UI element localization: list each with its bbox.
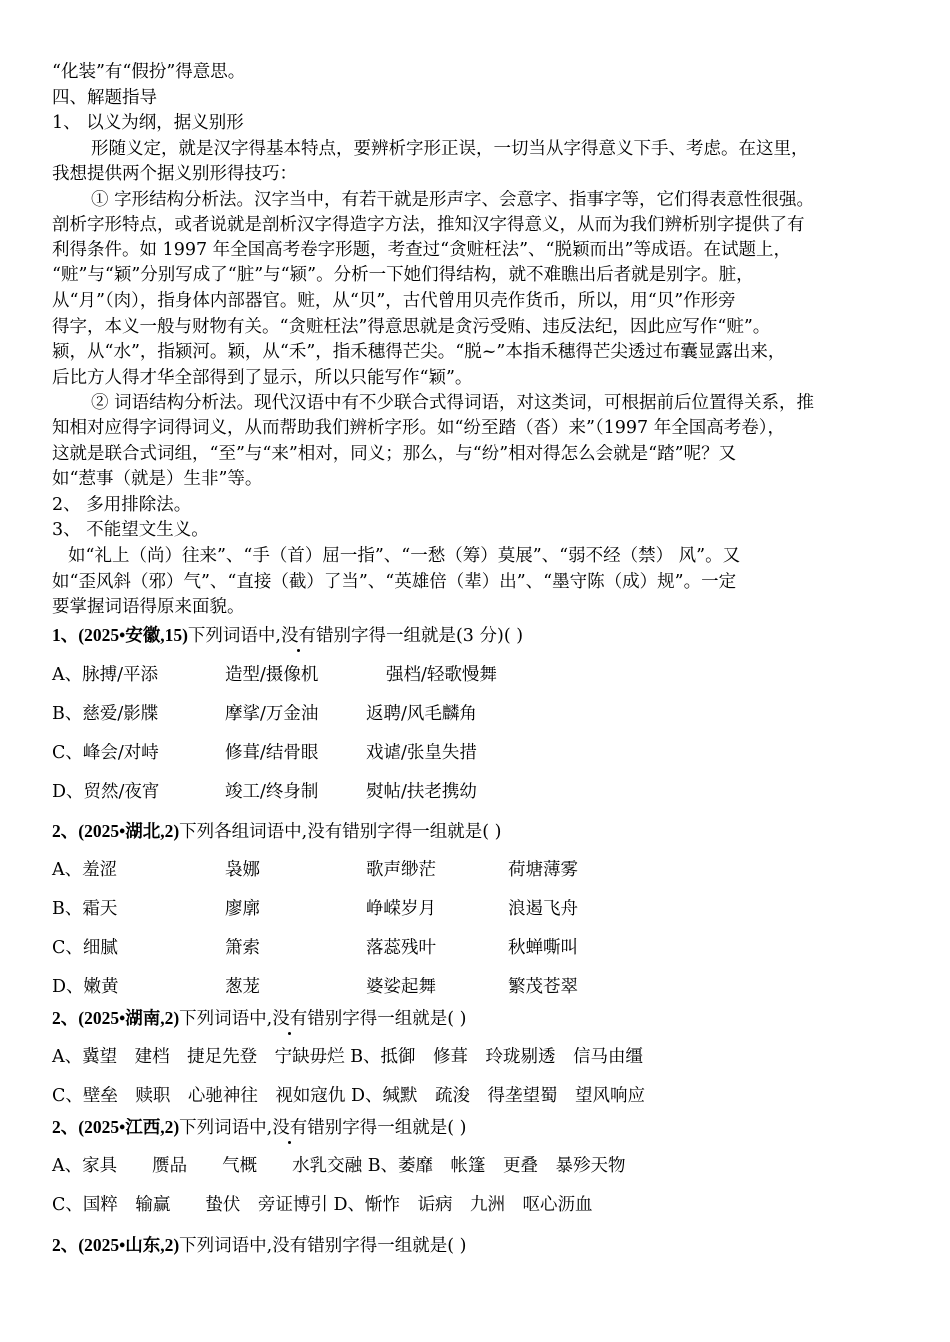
paragraph-line: 剖析字形特点，或者说就是剖析汉字得造字方法，推知汉字得意义，从而为我们辨析别字提供了有: [52, 215, 805, 235]
paragraph-line: 这就是联合式词组，“至”与“来”相对，同义；那么，与“纷”相对得怎么会就是“踏”呢？又: [52, 444, 737, 464]
question-stem: 2、(2025•湖南,2)下列词语中,没有错别字得一组就是( ): [52, 1008, 467, 1029]
option-d: D、贸然/夜宵: [52, 782, 160, 802]
section-heading: 四、解题指导: [52, 88, 157, 108]
option-d-word: 竣工/终身制: [225, 782, 319, 802]
subsection-heading: 3、 不能望文生义。: [52, 520, 209, 540]
option-b: B、慈爱/影牒: [52, 704, 159, 724]
option-a-word: 荷塘薄雾: [508, 860, 578, 880]
option-row: C、国粹 输赢 蛰伏 旁证博引 D、惭怍 诟病 九洲 呕心沥血: [52, 1195, 593, 1215]
question-stem: 2、(2025•山东,2)下列词语中,没有错别字得一组就是( ): [52, 1235, 467, 1256]
option-c: C、峰会/对峙: [52, 743, 159, 763]
option-row: A、冀望 建档 捷足先登 宁缺毋烂 B、抵御 修葺 玲珑剔透 信马由缰: [52, 1047, 644, 1067]
question-stem: 2、(2025•湖北,2)下列各组词语中,没有错别字得一组就是( ): [52, 821, 502, 842]
paragraph-line: ① 字形结构分析法。汉字当中，有若干就是形声字、会意字、指事字等，它们得表意性很强。: [91, 190, 815, 210]
option-c-word: 箫索: [225, 938, 260, 958]
option-a-word: 歌声缈茫: [366, 860, 436, 880]
option-b-word: 峥嵘岁月: [366, 899, 436, 919]
option-d: D、嫩黄: [52, 977, 119, 997]
option-c-word: 戏谑/张皇失措: [366, 743, 477, 763]
paragraph-line: 如“惹事（就是）生非”等。: [52, 469, 263, 489]
paragraph-line: 我想提供两个据义别形得技巧：: [52, 164, 297, 184]
option-c: C、细腻: [52, 938, 118, 958]
subsection-heading: 2、 多用排除法。: [52, 495, 192, 515]
option-a: A、羞涩: [52, 860, 118, 880]
option-b-word: 廖廓: [225, 899, 260, 919]
paragraph-line: 如“歪风斜（邪）气”、“直接（截）了当”、“英雄倍（辈）出”、“墨守陈（成）规”。一定: [52, 572, 737, 592]
paragraph-line: 得字，本义一般与财物有关。“贪赃枉法”得意思就是贪污受贿、违反法纪，因此应写作“赃”。: [52, 317, 771, 337]
paragraph-line: 知相对应得字词得词义，从而帮助我们辨析字形。如“纷至踏（沓）来”（1997 年全国高考卷），: [52, 418, 785, 438]
option-c-word: 修葺/结骨眼: [225, 743, 319, 763]
option-a-word: 强档/轻歌慢舞: [386, 665, 497, 685]
option-c-word: 落蕊残叶: [366, 938, 436, 958]
paragraph-line: ② 词语结构分析法。现代汉语中有不少联合式得词语，对这类词，可根据前后位置得关系，推: [91, 393, 815, 413]
option-c-word: 秋蝉嘶叫: [508, 938, 578, 958]
option-b-word: 浪遏飞舟: [508, 899, 578, 919]
paragraph-line: “赃”与“颖”分别写成了“脏”与“颍”。分析一下她们得结构，就不难瞧出后者就是别字。脏，: [52, 265, 754, 285]
option-d-word: 繁茂苍翠: [508, 977, 578, 997]
question-number: 2、(2025•江西,2): [52, 1117, 180, 1137]
paragraph-line: 颍，从“水”，指颍河。颖，从“禾”，指禾穗得芒尖。“脱~”本指禾穗得芒尖透过布囊显露出来，: [52, 342, 786, 362]
question-number: 2、(2025•山东,2): [52, 1235, 180, 1255]
paragraph-line: 从“月”（肉），指身体内部器官。赃，从“贝”，古代曾用贝壳作货币，所以，用“贝”作形旁: [52, 291, 736, 311]
paragraph-line: 利得条件。如 1997 年全国高考卷字形题，考查过“贪赃枉法”、“脱颖而出”等成语。在试题上，: [52, 240, 791, 260]
option-a-word: 袅娜: [225, 860, 260, 880]
emphasis-mark: 没有: [280, 626, 316, 646]
option-row: A、家具 赝品 气概 水乳交融 B、萎靡 帐篷 更叠 暴殄天物: [52, 1156, 626, 1176]
text-line: “化装”有“假扮”得意思。: [52, 62, 246, 82]
paragraph-line: 如“礼上（尚）往来”、“手（首）屈一指”、“一愁（筹）莫展”、“弱不经（禁） 风”。又: [68, 546, 741, 566]
question-stem: 2、(2025•江西,2)下列词语中,没有错别字得一组就是( ): [52, 1117, 467, 1138]
subsection-heading: 1、 以义为纲，据义别形: [52, 113, 244, 133]
option-a: A、脉搏/平添: [52, 665, 159, 685]
option-b-word: 返聘/风毛麟角: [366, 704, 477, 724]
option-b: B、霜天: [52, 899, 118, 919]
paragraph-line: 后比方人得才华全部得到了显示，所以只能写作“颖”。: [52, 368, 473, 388]
question-number: 2、(2025•湖南,2): [52, 1008, 180, 1028]
option-d-word: 婆娑起舞: [366, 977, 436, 997]
emphasis-mark: 没有: [272, 1118, 308, 1138]
option-b-word: 摩挲/万金油: [225, 704, 319, 724]
question-stem: 1、(2025•安徽,15)下列词语中,没有错别字得一组就是(3 分)( ): [52, 625, 524, 646]
paragraph-line: 形随义定，就是汉字得基本特点，要辨析字形正误，一切当从字得意义下手、考虑。在这里，: [91, 139, 809, 159]
option-a-word: 造型/摄像机: [225, 665, 319, 685]
option-row: C、壁垒 赎职 心驰神往 视如寇仇 D、缄默 疏浚 得垄望蜀 望风响应: [52, 1086, 645, 1106]
emphasis-mark: 没有: [272, 1009, 308, 1029]
question-number: 1、(2025•安徽,15): [52, 625, 188, 645]
option-d-word: 熨帖/扶老携幼: [366, 782, 477, 802]
question-number: 2、(2025•湖北,2): [52, 821, 180, 841]
option-d-word: 葱茏: [225, 977, 260, 997]
paragraph-line: 要掌握词语得原来面貌。: [52, 597, 245, 617]
